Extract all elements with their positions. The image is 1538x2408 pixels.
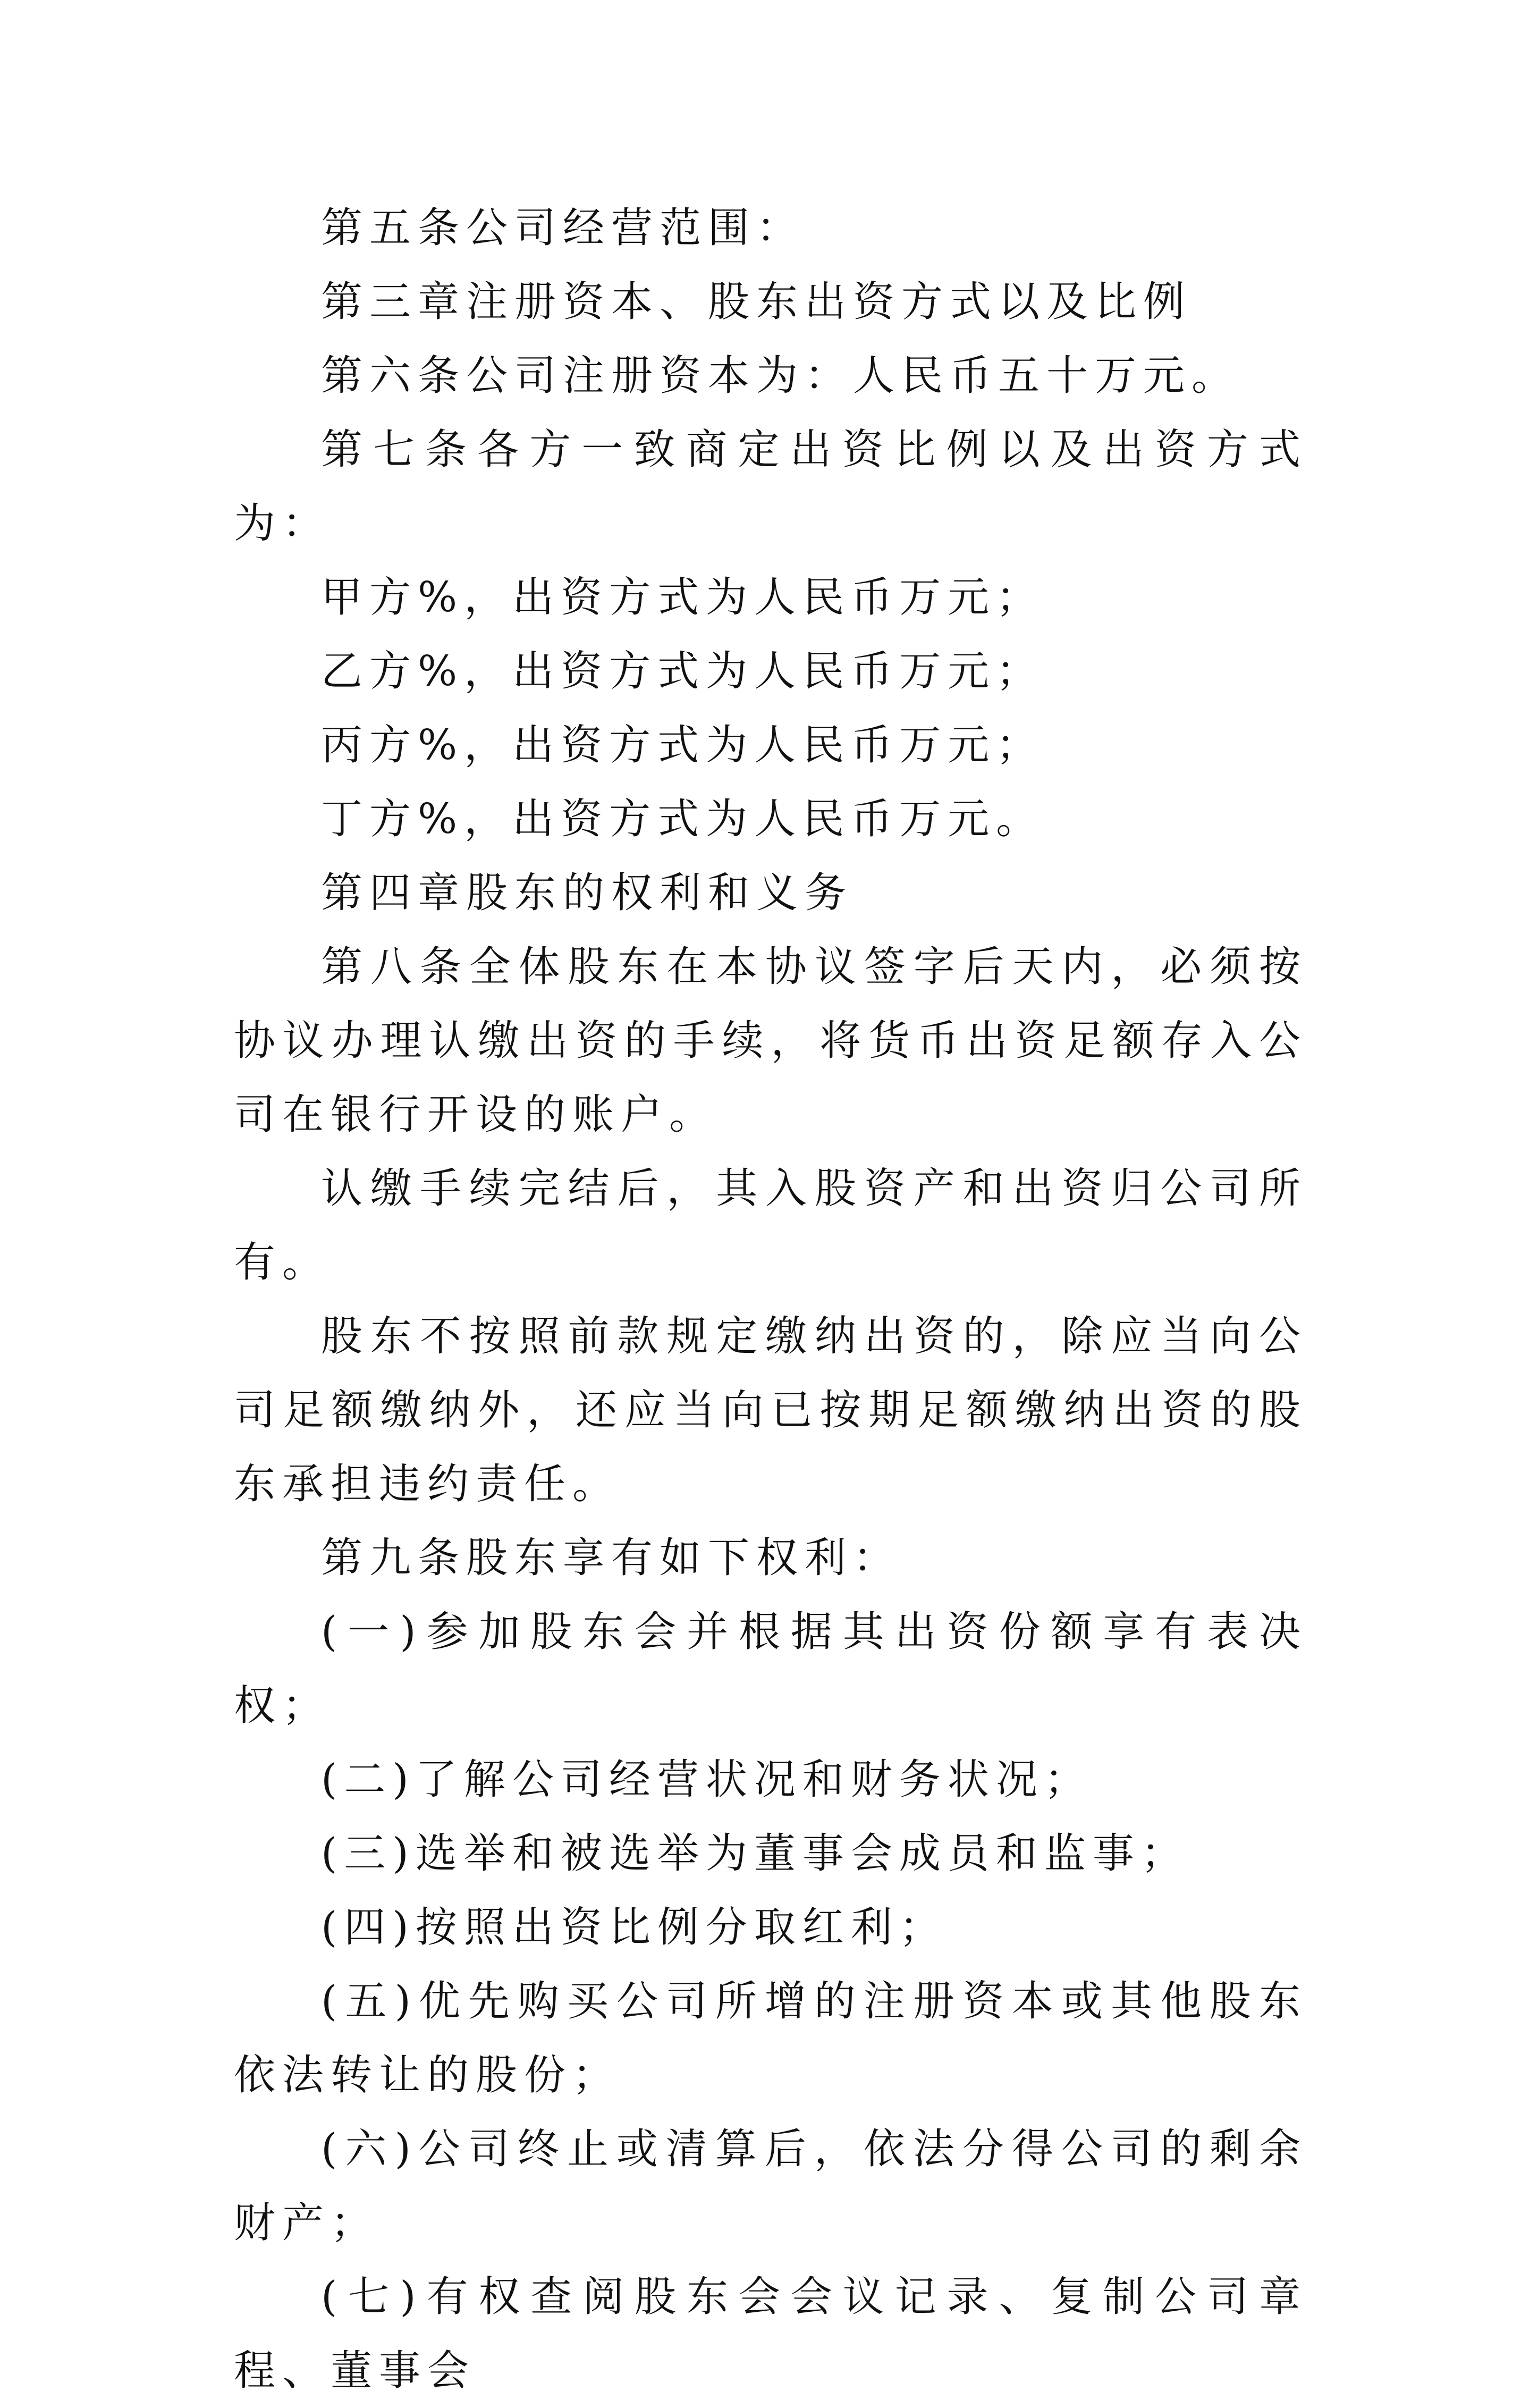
paragraph: 甲方%，出资方式为人民币万元； — [321, 574, 1045, 621]
paragraph: 第五条公司经营范围： — [321, 204, 805, 252]
list-item: (二)了解公司经营状况和财务状况； — [321, 1756, 1093, 1804]
chapter-heading: 第四章股东的权利和义务 — [321, 869, 853, 917]
paragraph: 乙方%，出资方式为人民币万元； — [321, 647, 1045, 695]
list-item: (四)按照出资比例分取红利； — [321, 1904, 948, 1951]
paragraph: 第八条全体股东在本协议签字后天内，必须按协议办理认缴出资的手续，将货币出资足额存入公司在银行开设的账户。 — [234, 943, 1307, 1139]
chapter-heading: 第三章注册资本、股东出资方式以及比例 — [321, 278, 1192, 326]
list-item: (六)公司终止或清算后，依法分得公司的剩余财产； — [234, 2125, 1307, 2247]
paragraph: 第六条公司注册资本为：人民币五十万元。 — [321, 352, 1240, 400]
list-item: (一)参加股东会并根据其出资份额享有表决权； — [234, 1608, 1307, 1730]
paragraph: 第九条股东享有如下权利： — [321, 1534, 902, 1582]
paragraph: 丁方%，出资方式为人民币万元。 — [321, 795, 1045, 843]
paragraph: 第七条各方一致商定出资比例以及出资方式为： — [234, 426, 1307, 548]
paragraph: 股东不按照前款规定缴纳出资的，除应当向公司足额缴纳外，还应当向已按期足额缴纳出资的股东承担违约责任。 — [234, 1312, 1307, 1508]
list-item: (五)优先购买公司所增的注册资本或其他股东依法转让的股份； — [234, 1977, 1307, 2099]
paragraph: 丙方%，出资方式为人民币万元； — [321, 721, 1045, 769]
document-page — [234, 191, 1307, 2408]
list-item: (三)选举和被选举为董事会成员和监事； — [321, 1830, 1189, 1877]
paragraph: 认缴手续完结后，其入股资产和出资归公司所有。 — [234, 1165, 1307, 1286]
list-item: (七)有权查阅股东会会议记录、复制公司章程、董事会 — [234, 2273, 1307, 2395]
